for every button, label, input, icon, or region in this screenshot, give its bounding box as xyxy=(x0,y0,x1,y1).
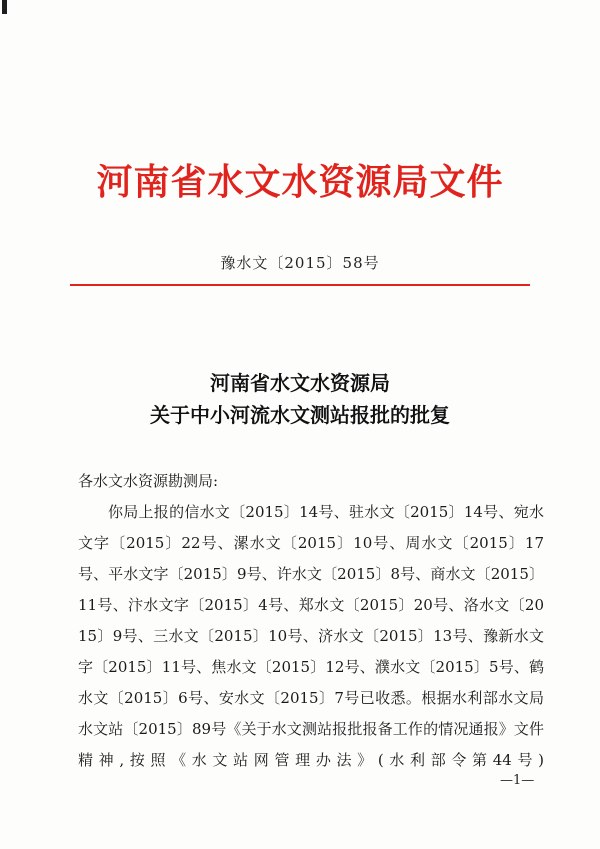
page-number: —1— xyxy=(500,773,535,788)
addressee: 各水文水资源勘测局: xyxy=(78,472,219,490)
document-subject xyxy=(0,367,600,431)
body-paragraph: 你局上报的信水文〔2015〕14号、驻水文〔2015〕14号、宛水文字〔2015〕22号、漯水文〔2015〕10号、周水文〔2015〕17号、平水文字〔2015〕9号、许水文〔2015〕8号、商水文〔2015〕11号、汴水文字〔2015〕4号、郑水文〔2015〕20号、洛水文〔2015〕9号、三水文〔2015〕10号、济水文〔2015〕13号、豫新水文字〔2015〕11号、焦水文〔2015〕12号、濮水文〔2015〕5号、鹤水文〔2015〕6号、安水文〔2015〕7号已收悉。根据水利部水文局水文站〔2015〕89号《关于水文测站报批报备工作的情况通报》文件精神,按照《水文站网管理办法》(水利部令第44号) xyxy=(78,503,544,769)
subject-line-1: 河南省水文水资源局 xyxy=(210,371,390,395)
scan-edge-mark xyxy=(2,0,7,14)
document-body xyxy=(78,466,544,776)
document-number: 豫水文〔2015〕58号 xyxy=(220,254,380,272)
issuer-title: 河南省水文水资源局文件 xyxy=(96,162,504,203)
subject-line-2: 关于中小河流水文测站报批的批复 xyxy=(150,403,450,427)
header-divider xyxy=(70,284,530,286)
